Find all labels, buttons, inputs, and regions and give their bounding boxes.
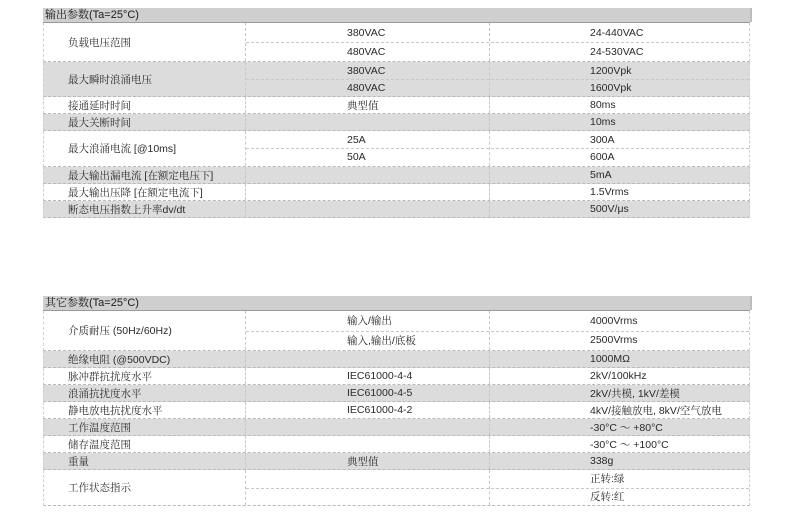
param-name: 断态电压指数上升率dv/dt	[68, 203, 186, 216]
table-row	[43, 436, 750, 453]
param-name: 负载电压范围	[68, 36, 131, 49]
cell-text: 600A	[590, 151, 615, 164]
table-row	[43, 97, 750, 114]
divider	[489, 351, 490, 367]
param-value	[590, 470, 624, 505]
divider	[489, 114, 490, 130]
param-condition	[347, 62, 385, 96]
table-row	[43, 23, 750, 62]
param-value	[590, 385, 680, 401]
divider	[245, 368, 246, 384]
param-condition	[347, 97, 379, 113]
cell-text: 典型值	[347, 99, 379, 112]
cell-text: 1000MΩ	[590, 353, 630, 365]
output-params-table	[43, 23, 750, 218]
param-name: 绝缘电阻 (@500VDC)	[68, 353, 171, 366]
cell-text: 2kV/100kHz	[590, 370, 647, 382]
cell-text: 480VAC	[347, 81, 386, 94]
param-value	[590, 402, 722, 418]
cell-text: 380VAC	[347, 26, 386, 39]
divider	[245, 419, 246, 435]
output-params-section	[43, 8, 750, 218]
param-condition	[347, 385, 412, 401]
cell-text: 输入,输出/底板	[347, 334, 416, 347]
param-name: 最大浪涌电流 [@10ms]	[68, 143, 177, 155]
cell-text: 50A	[347, 151, 366, 164]
param-value	[590, 23, 644, 61]
param-name: 接通延时时间	[68, 99, 131, 112]
param-value	[590, 131, 615, 166]
param-name: 重量	[68, 455, 89, 468]
table-row	[43, 470, 750, 506]
param-condition	[347, 23, 385, 61]
cell-text: 1.5Vrms	[590, 186, 629, 198]
divider	[489, 402, 490, 418]
table-row	[43, 311, 750, 351]
param-value	[590, 453, 613, 469]
cell-text: 4000Vrms	[590, 314, 638, 327]
divider	[489, 453, 490, 469]
cell-text: IEC61000-4-5	[347, 387, 413, 399]
param-name: 最大关断时间	[68, 116, 131, 129]
cell-text: 10ms	[590, 116, 616, 128]
section-title: 输出参数(Ta=25°C)	[43, 8, 750, 23]
param-value	[590, 419, 663, 435]
table-row	[43, 351, 750, 368]
divider	[489, 167, 490, 183]
cell-text: 1200Vpk	[590, 64, 632, 77]
param-name: 脉冲群抗扰度水平	[68, 370, 152, 383]
param-value	[590, 311, 637, 350]
divider	[489, 184, 490, 200]
param-condition	[347, 453, 379, 469]
table-row	[43, 62, 750, 97]
param-condition	[347, 368, 412, 384]
other-params-table	[43, 311, 750, 506]
divider	[489, 419, 490, 435]
divider	[489, 385, 490, 401]
cell-text: 输入/输出	[347, 315, 392, 328]
param-name: 浪涌抗扰度水平	[68, 387, 142, 400]
cell-text: 24-530VAC	[590, 45, 644, 58]
param-condition	[347, 311, 416, 350]
cell-text: 5mA	[590, 169, 612, 181]
param-name: 最大输出漏电流 [在额定电压下]	[68, 169, 214, 182]
param-name: 最大输出压降 [在额定电流下]	[68, 186, 203, 199]
divider	[245, 351, 246, 367]
table-row	[43, 453, 750, 470]
cell-text: -30°C ～ +100°C	[590, 438, 669, 451]
table-row	[43, 184, 750, 201]
table-row	[43, 201, 750, 218]
cell-text: 25A	[347, 133, 366, 146]
param-name: 介质耐压 (50Hz/60Hz)	[68, 325, 172, 337]
divider	[246, 488, 749, 489]
table-row	[43, 385, 750, 402]
divider	[489, 436, 490, 452]
cell-text: 480VAC	[347, 45, 386, 58]
divider	[245, 97, 246, 113]
param-value	[590, 114, 616, 130]
cell-text: 2kV/共模, 1kV/差模	[590, 387, 680, 400]
param-value	[590, 184, 629, 200]
divider	[245, 114, 246, 130]
divider	[489, 201, 490, 217]
section-title: 其它参数(Ta=25°C)	[43, 296, 750, 311]
cell-text: 380VAC	[347, 64, 386, 77]
cell-text: 24-440VAC	[590, 26, 644, 39]
cell-text: 2500Vrms	[590, 334, 638, 347]
cell-text: 正转:绿	[590, 473, 625, 486]
divider	[245, 402, 246, 418]
cell-text: 1600Vpk	[590, 81, 632, 94]
cell-text: IEC61000-4-2	[347, 404, 413, 416]
divider	[246, 79, 749, 80]
param-condition	[347, 131, 366, 166]
param-value	[590, 62, 631, 96]
divider	[246, 148, 749, 149]
cell-text: 典型值	[347, 455, 379, 468]
cell-text: 反转:红	[590, 490, 625, 503]
table-row	[43, 402, 750, 419]
cell-text: IEC61000-4-4	[347, 370, 413, 382]
divider	[489, 97, 490, 113]
param-value	[590, 368, 647, 384]
table-row	[43, 167, 750, 184]
param-value	[590, 436, 669, 452]
divider	[245, 453, 246, 469]
param-condition	[347, 402, 412, 418]
divider	[246, 331, 749, 332]
cell-text: -30°C ～ +80°C	[590, 421, 663, 434]
cell-text: 338g	[590, 455, 614, 467]
param-value	[590, 167, 612, 183]
param-value	[590, 201, 629, 217]
param-name: 静电放电抗扰度水平	[68, 404, 163, 417]
param-name: 工作状态指示	[68, 482, 131, 494]
divider	[245, 201, 246, 217]
param-name: 储存温度范围	[68, 438, 131, 451]
cell-text: 4kV/接触放电, 8kV/空气放电	[590, 404, 722, 417]
table-row	[43, 114, 750, 131]
table-row	[43, 131, 750, 167]
divider	[245, 184, 246, 200]
param-name: 最大瞬时浪涌电压	[68, 73, 152, 86]
param-value	[590, 97, 616, 113]
divider	[245, 385, 246, 401]
divider	[245, 167, 246, 183]
cell-text: 500V/μs	[590, 203, 629, 215]
other-params-section	[43, 296, 750, 506]
cell-text: 300A	[590, 133, 615, 146]
divider	[489, 368, 490, 384]
param-value	[590, 351, 630, 367]
table-row	[43, 368, 750, 385]
param-name: 工作温度范围	[68, 421, 131, 434]
cell-text: 80ms	[590, 99, 616, 111]
divider	[246, 42, 749, 43]
table-row	[43, 419, 750, 436]
divider	[245, 436, 246, 452]
